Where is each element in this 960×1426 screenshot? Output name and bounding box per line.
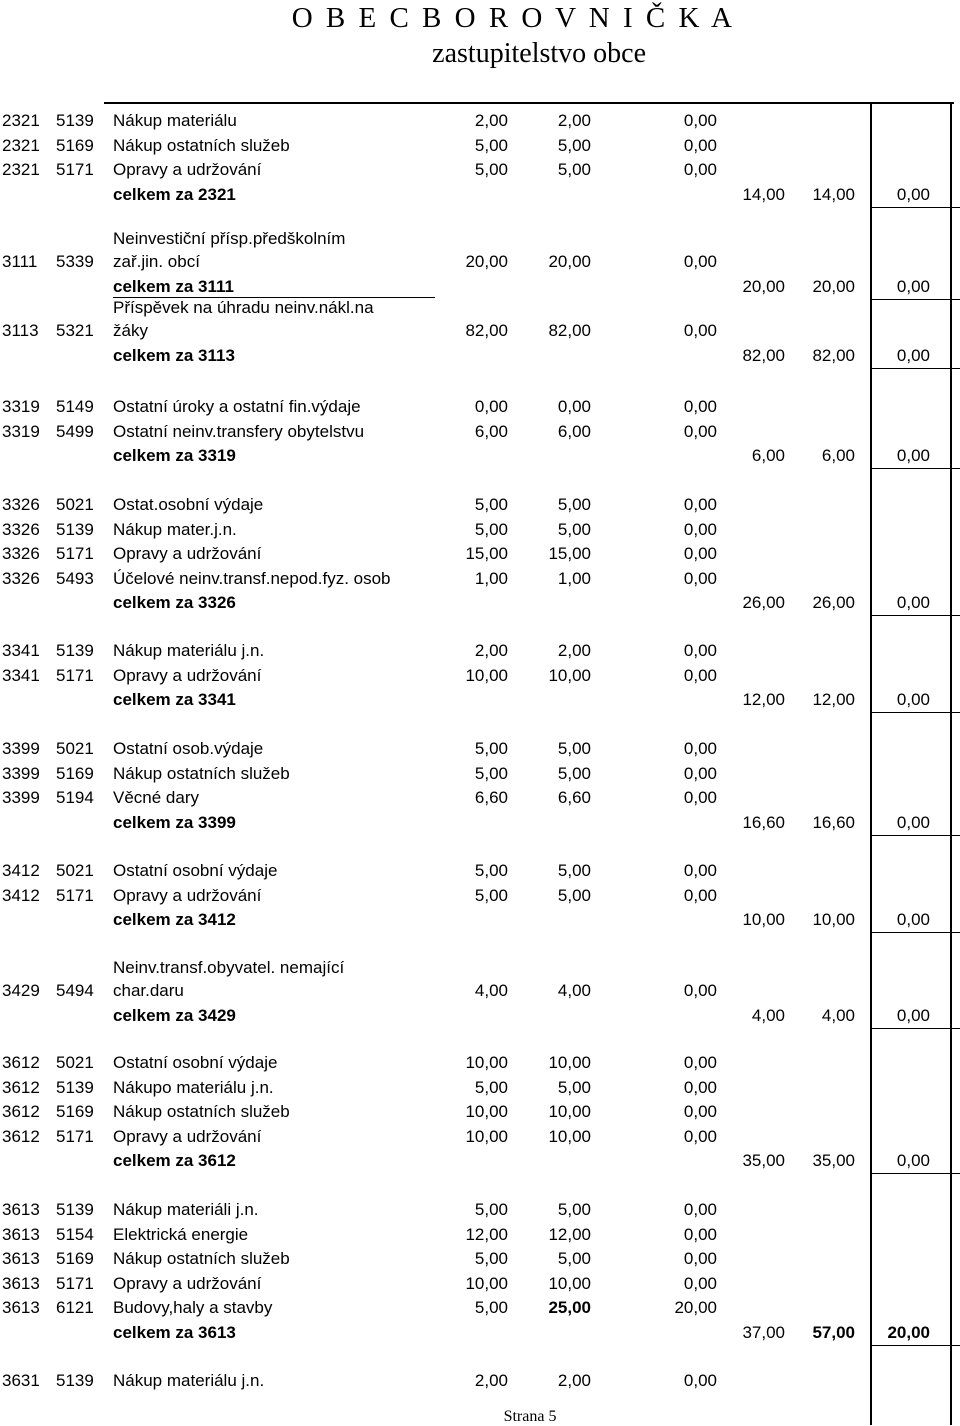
paragraph-code: 3399 <box>2 739 40 758</box>
paragraph-code: 2321 <box>2 160 40 179</box>
value-adjusted: 5,00 <box>557 861 591 880</box>
value-adjusted: 5,00 <box>557 160 591 179</box>
value-adjusted: 0,00 <box>557 397 591 416</box>
total-change: 0,00 <box>896 446 930 465</box>
value-approved: 5,00 <box>474 1249 508 1268</box>
total-change: 20,00 <box>887 1322 930 1342</box>
item-code: 5171 <box>56 1273 94 1293</box>
value-approved: 5,00 <box>474 861 508 880</box>
value-approved: 5,00 <box>474 519 508 539</box>
total-row <box>0 1150 960 1172</box>
item-name: Nákup materiálu <box>113 111 237 130</box>
paragraph-code: 3612 <box>2 1126 40 1146</box>
value-change: 0,00 <box>683 788 717 807</box>
total-change: 0,00 <box>896 1151 930 1170</box>
total-adjusted: 26,00 <box>812 593 855 612</box>
total-label: celkem za 3612 <box>113 1151 236 1170</box>
paragraph-code: 3111 <box>2 252 38 271</box>
value-change: 0,00 <box>683 739 717 758</box>
item-name: Nákup ostatních služeb <box>113 1102 290 1121</box>
value-adjusted: 2,00 <box>557 111 591 130</box>
table-row <box>0 787 960 809</box>
value-change: 0,00 <box>683 1126 717 1146</box>
value-adjusted: 5,00 <box>557 495 591 514</box>
value-change: 0,00 <box>683 252 717 271</box>
total-adjusted: 4,00 <box>821 1005 855 1025</box>
item-code: 5493 <box>56 568 94 588</box>
value-approved: 10,00 <box>465 1053 508 1072</box>
table-row <box>0 1126 960 1148</box>
value-adjusted: 5,00 <box>557 1077 591 1097</box>
paragraph-code: 3319 <box>2 421 40 441</box>
item-name-line1: Neinv.transf.obyvatel. nemající <box>113 958 345 977</box>
value-adjusted: 20,00 <box>548 252 591 271</box>
item-code: 5171 <box>56 665 94 685</box>
item-code: 5021 <box>56 495 94 514</box>
value-adjusted: 5,00 <box>557 519 591 539</box>
total-approved: 82,00 <box>742 345 785 365</box>
name-underline <box>113 297 435 298</box>
page-title: O B E C B O R O V N I Č K A <box>291 2 735 34</box>
item-code: 5021 <box>56 1053 94 1072</box>
total-adjusted: 57,00 <box>812 1322 855 1342</box>
item-code: 5139 <box>56 1371 94 1390</box>
value-approved: 5,00 <box>474 160 508 179</box>
paragraph-code: 3399 <box>2 788 40 807</box>
total-approved: 37,00 <box>742 1322 785 1342</box>
total-row <box>0 592 960 614</box>
table-row <box>0 519 960 541</box>
value-adjusted: 10,00 <box>548 1102 591 1121</box>
total-row <box>0 445 960 467</box>
paragraph-code: 3341 <box>2 665 40 685</box>
item-name: Věcné dary <box>113 788 199 807</box>
total-approved: 6,00 <box>751 446 785 465</box>
item-name: Ostatní neinv.transfery obytelstvu <box>113 421 365 441</box>
value-adjusted: 25,00 <box>548 1298 591 1317</box>
value-approved: 5,00 <box>474 495 508 514</box>
item-code: 5171 <box>56 1126 94 1146</box>
value-approved: 6,60 <box>474 788 508 807</box>
value-approved: 10,00 <box>465 1273 508 1293</box>
value-adjusted: 82,00 <box>548 321 591 340</box>
value-change: 0,00 <box>683 160 717 179</box>
paragraph-code: 3412 <box>2 885 40 905</box>
item-name: Opravy a udržování <box>113 160 262 179</box>
total-row <box>0 276 960 298</box>
total-row <box>0 184 960 206</box>
paragraph-code: 3113 <box>2 321 39 340</box>
total-label: celkem za 3429 <box>113 1005 236 1025</box>
value-adjusted: 15,00 <box>548 544 591 563</box>
paragraph-code: 3613 <box>2 1249 40 1268</box>
value-change: 0,00 <box>683 763 717 783</box>
total-approved: 10,00 <box>742 910 785 929</box>
page-subtitle: zastupitelstvo obce <box>432 38 646 69</box>
total-adjusted: 6,00 <box>821 446 855 465</box>
value-approved: 20,00 <box>465 252 508 271</box>
table-row <box>0 568 960 590</box>
value-change: 0,00 <box>683 321 717 340</box>
total-approved: 14,00 <box>742 184 785 204</box>
group-separator <box>870 712 960 713</box>
item-code: 5139 <box>56 1077 94 1097</box>
table-row <box>0 159 960 181</box>
item-code: 5169 <box>56 763 94 783</box>
paragraph-code: 3326 <box>2 519 40 539</box>
paragraph-code: 3612 <box>2 1053 40 1072</box>
value-adjusted: 5,00 <box>557 763 591 783</box>
total-label: celkem za 3341 <box>113 690 236 709</box>
group-separator <box>870 932 960 933</box>
value-approved: 5,00 <box>474 1298 508 1317</box>
total-change: 0,00 <box>896 593 930 612</box>
group-separator <box>870 1173 960 1174</box>
total-label: celkem za 3412 <box>113 910 236 929</box>
group-separator <box>870 615 960 616</box>
table-row <box>0 763 960 785</box>
item-name: Nákup ostatních služeb <box>113 135 290 155</box>
value-approved: 10,00 <box>465 665 508 685</box>
total-label: celkem za 3326 <box>113 593 236 612</box>
value-adjusted: 10,00 <box>548 1126 591 1146</box>
total-change: 0,00 <box>896 184 930 204</box>
value-approved: 6,00 <box>474 421 508 441</box>
table-row <box>0 135 960 157</box>
item-code: 5021 <box>56 739 94 758</box>
item-name: Nákup materiáli j.n. <box>113 1200 259 1219</box>
value-approved: 10,00 <box>465 1102 508 1121</box>
value-approved: 5,00 <box>474 1077 508 1097</box>
value-change: 20,00 <box>674 1298 717 1317</box>
total-row <box>0 689 960 711</box>
paragraph-code: 3412 <box>2 861 40 880</box>
value-adjusted: 10,00 <box>548 1273 591 1293</box>
table-row <box>0 958 960 1002</box>
item-code: 5139 <box>56 519 94 539</box>
paragraph-code: 3319 <box>2 397 40 416</box>
total-approved: 4,00 <box>751 1005 785 1025</box>
value-change: 0,00 <box>683 861 717 880</box>
table-row <box>0 1248 960 1270</box>
total-change: 0,00 <box>896 1005 930 1025</box>
table-row <box>0 298 960 342</box>
group-separator <box>870 1028 960 1029</box>
value-change: 0,00 <box>683 1273 717 1293</box>
paragraph-code: 2321 <box>2 135 40 155</box>
item-code: 5171 <box>56 160 94 179</box>
item-code: 5494 <box>56 981 94 1000</box>
value-change: 0,00 <box>683 568 717 588</box>
value-approved: 4,00 <box>474 981 508 1000</box>
value-change: 0,00 <box>683 1053 717 1072</box>
total-approved: 16,60 <box>742 812 785 832</box>
value-change: 0,00 <box>683 421 717 441</box>
value-approved: 12,00 <box>465 1224 508 1244</box>
value-change: 0,00 <box>683 1371 717 1390</box>
total-change: 0,00 <box>896 345 930 365</box>
item-name: Nákupo materiálu j.n. <box>113 1077 274 1097</box>
table-row <box>0 1370 960 1392</box>
value-change: 0,00 <box>683 885 717 905</box>
value-adjusted: 4,00 <box>557 981 591 1000</box>
item-name: Ostatní osob.výdaje <box>113 739 264 758</box>
paragraph-code: 3613 <box>2 1200 40 1219</box>
value-adjusted: 2,00 <box>557 1371 591 1390</box>
total-adjusted: 12,00 <box>812 690 855 709</box>
item-code: 5169 <box>56 135 94 155</box>
table-row <box>0 885 960 907</box>
paragraph-code: 3612 <box>2 1077 40 1097</box>
total-adjusted: 82,00 <box>812 345 855 365</box>
value-adjusted: 10,00 <box>548 1053 591 1072</box>
value-approved: 5,00 <box>474 739 508 758</box>
item-name: Opravy a udržování <box>113 885 262 905</box>
item-code: 5171 <box>56 885 94 905</box>
total-adjusted: 20,00 <box>812 276 855 296</box>
page-number: Strana 5 <box>503 1408 557 1425</box>
value-adjusted: 6,00 <box>557 421 591 441</box>
header-rule <box>104 102 954 104</box>
value-approved: 5,00 <box>474 1200 508 1219</box>
value-change: 0,00 <box>683 495 717 514</box>
total-label: celkem za 2321 <box>113 184 236 204</box>
total-row <box>0 812 960 834</box>
paragraph-code: 3341 <box>2 641 40 660</box>
table-row <box>0 543 960 565</box>
total-change: 0,00 <box>896 690 930 709</box>
item-name: Budovy,haly a stavby <box>113 1298 273 1317</box>
item-code: 5194 <box>56 788 94 807</box>
item-name: zař.jin. obcí <box>113 252 200 271</box>
total-approved: 12,00 <box>742 690 785 709</box>
item-name: Opravy a udržování <box>113 1126 262 1146</box>
table-row <box>0 1199 960 1221</box>
value-change: 0,00 <box>683 641 717 660</box>
total-row <box>0 1005 960 1027</box>
table-row <box>0 1224 960 1246</box>
value-change: 0,00 <box>683 519 717 539</box>
item-code: 5154 <box>56 1224 94 1244</box>
value-approved: 5,00 <box>474 135 508 155</box>
value-adjusted: 5,00 <box>557 1249 591 1268</box>
group-separator <box>870 1345 960 1346</box>
table-row <box>0 396 960 418</box>
total-approved: 35,00 <box>742 1151 785 1170</box>
total-adjusted: 14,00 <box>812 184 855 204</box>
table-row <box>0 1077 960 1099</box>
total-row <box>0 1322 960 1344</box>
total-label: celkem za 3399 <box>113 812 236 832</box>
value-approved: 5,00 <box>474 763 508 783</box>
paragraph-code: 3613 <box>2 1273 40 1293</box>
value-change: 0,00 <box>683 1102 717 1121</box>
item-name: char.daru <box>113 981 184 1000</box>
table-row <box>0 110 960 132</box>
value-approved: 10,00 <box>465 1126 508 1146</box>
item-code: 5139 <box>56 641 94 660</box>
item-name-line1: Neinvestiční přísp.předškolním <box>113 229 346 248</box>
item-code: 5169 <box>56 1249 94 1268</box>
value-approved: 15,00 <box>465 544 508 563</box>
value-adjusted: 12,00 <box>548 1224 591 1244</box>
item-name-line1: Příspěvek na úhradu neinv.nákl.na <box>113 298 374 317</box>
item-code: 5021 <box>56 861 94 880</box>
total-adjusted: 10,00 <box>812 910 855 929</box>
group-separator <box>870 299 960 300</box>
paragraph-code: 3326 <box>2 495 40 514</box>
value-change: 0,00 <box>683 1200 717 1219</box>
table-row <box>0 1052 960 1074</box>
total-approved: 20,00 <box>742 276 785 296</box>
paragraph-code: 3326 <box>2 568 40 588</box>
value-change: 0,00 <box>683 1249 717 1268</box>
value-change: 0,00 <box>683 1224 717 1244</box>
value-adjusted: 10,00 <box>548 665 591 685</box>
value-adjusted: 2,00 <box>557 641 591 660</box>
group-separator <box>870 368 960 369</box>
item-code: 5149 <box>56 397 94 416</box>
total-label: celkem za 3613 <box>113 1322 236 1342</box>
item-name: žáky <box>113 321 148 340</box>
table-row <box>0 1297 960 1319</box>
paragraph-code: 3399 <box>2 763 40 783</box>
value-adjusted: 1,00 <box>557 568 591 588</box>
item-code: 5139 <box>56 1200 94 1219</box>
total-label: celkem za 3319 <box>113 446 236 465</box>
value-change: 0,00 <box>683 981 717 1000</box>
table-row <box>0 640 960 662</box>
paragraph-code: 3631 <box>2 1371 40 1390</box>
table-row <box>0 494 960 516</box>
item-name: Ostat.osobní výdaje <box>113 495 264 514</box>
value-approved: 2,00 <box>474 641 508 660</box>
value-change: 0,00 <box>683 111 717 130</box>
value-adjusted: 6,60 <box>557 788 591 807</box>
item-name: Ostatní osobní výdaje <box>113 1053 278 1072</box>
item-code: 5321 <box>56 321 94 340</box>
total-change: 0,00 <box>896 812 930 832</box>
value-adjusted: 5,00 <box>557 1200 591 1219</box>
paragraph-code: 3326 <box>2 544 40 563</box>
table-row <box>0 860 960 882</box>
group-separator <box>870 207 960 208</box>
value-change: 0,00 <box>683 1077 717 1097</box>
value-change: 0,00 <box>683 397 717 416</box>
item-name: Opravy a udržování <box>113 665 262 685</box>
paragraph-code: 3612 <box>2 1102 40 1121</box>
item-name: Opravy a udržování <box>113 1273 262 1293</box>
item-name: Nákup mater.j.n. <box>113 519 237 539</box>
group-separator <box>870 468 960 469</box>
value-approved: 82,00 <box>465 321 508 340</box>
item-name: Elektrická energie <box>113 1224 249 1244</box>
item-code: 5169 <box>56 1102 94 1121</box>
total-row <box>0 345 960 367</box>
total-approved: 26,00 <box>742 593 785 612</box>
item-name: Ostatní úroky a ostatní fin.výdaje <box>113 397 361 416</box>
value-approved: 0,00 <box>474 397 508 416</box>
value-change: 0,00 <box>683 135 717 155</box>
item-name: Účelové neinv.transf.nepod.fyz. osob <box>113 568 391 588</box>
item-name: Nákup materiálu j.n. <box>113 1371 265 1390</box>
paragraph-code: 3613 <box>2 1224 40 1244</box>
value-change: 0,00 <box>683 544 717 563</box>
item-name: Nákup ostatních služeb <box>113 1249 290 1268</box>
item-code: 5139 <box>56 111 94 130</box>
item-name: Nákup materiálu j.n. <box>113 641 265 660</box>
item-code: 5171 <box>56 544 94 563</box>
value-approved: 2,00 <box>474 111 508 130</box>
value-adjusted: 5,00 <box>557 739 591 758</box>
value-adjusted: 5,00 <box>557 135 591 155</box>
paragraph-code: 3429 <box>2 981 40 1000</box>
item-code: 6121 <box>56 1298 94 1317</box>
table-row <box>0 738 960 760</box>
item-name: Ostatní osobní výdaje <box>113 861 278 880</box>
item-name: Opravy a udržování <box>113 544 262 563</box>
total-adjusted: 35,00 <box>812 1151 855 1170</box>
table-row <box>0 665 960 687</box>
table-row <box>0 1101 960 1123</box>
table-row <box>0 1273 960 1295</box>
paragraph-code: 3613 <box>2 1298 40 1317</box>
total-label: celkem za 3111 <box>113 276 235 296</box>
total-row <box>0 909 960 931</box>
value-change: 0,00 <box>683 665 717 685</box>
group-separator <box>870 835 960 836</box>
value-approved: 1,00 <box>474 568 508 588</box>
paragraph-code: 2321 <box>2 111 40 130</box>
total-change: 0,00 <box>896 276 930 296</box>
value-approved: 2,00 <box>474 1371 508 1390</box>
item-code: 5339 <box>56 252 94 271</box>
table-row <box>0 421 960 443</box>
item-code: 5499 <box>56 421 94 441</box>
item-name: Nákup ostatních služeb <box>113 763 290 783</box>
value-approved: 5,00 <box>474 885 508 905</box>
value-adjusted: 5,00 <box>557 885 591 905</box>
total-label: celkem za 3113 <box>113 345 235 365</box>
total-adjusted: 16,60 <box>812 812 855 832</box>
table-row <box>0 229 960 273</box>
total-change: 0,00 <box>896 910 930 929</box>
